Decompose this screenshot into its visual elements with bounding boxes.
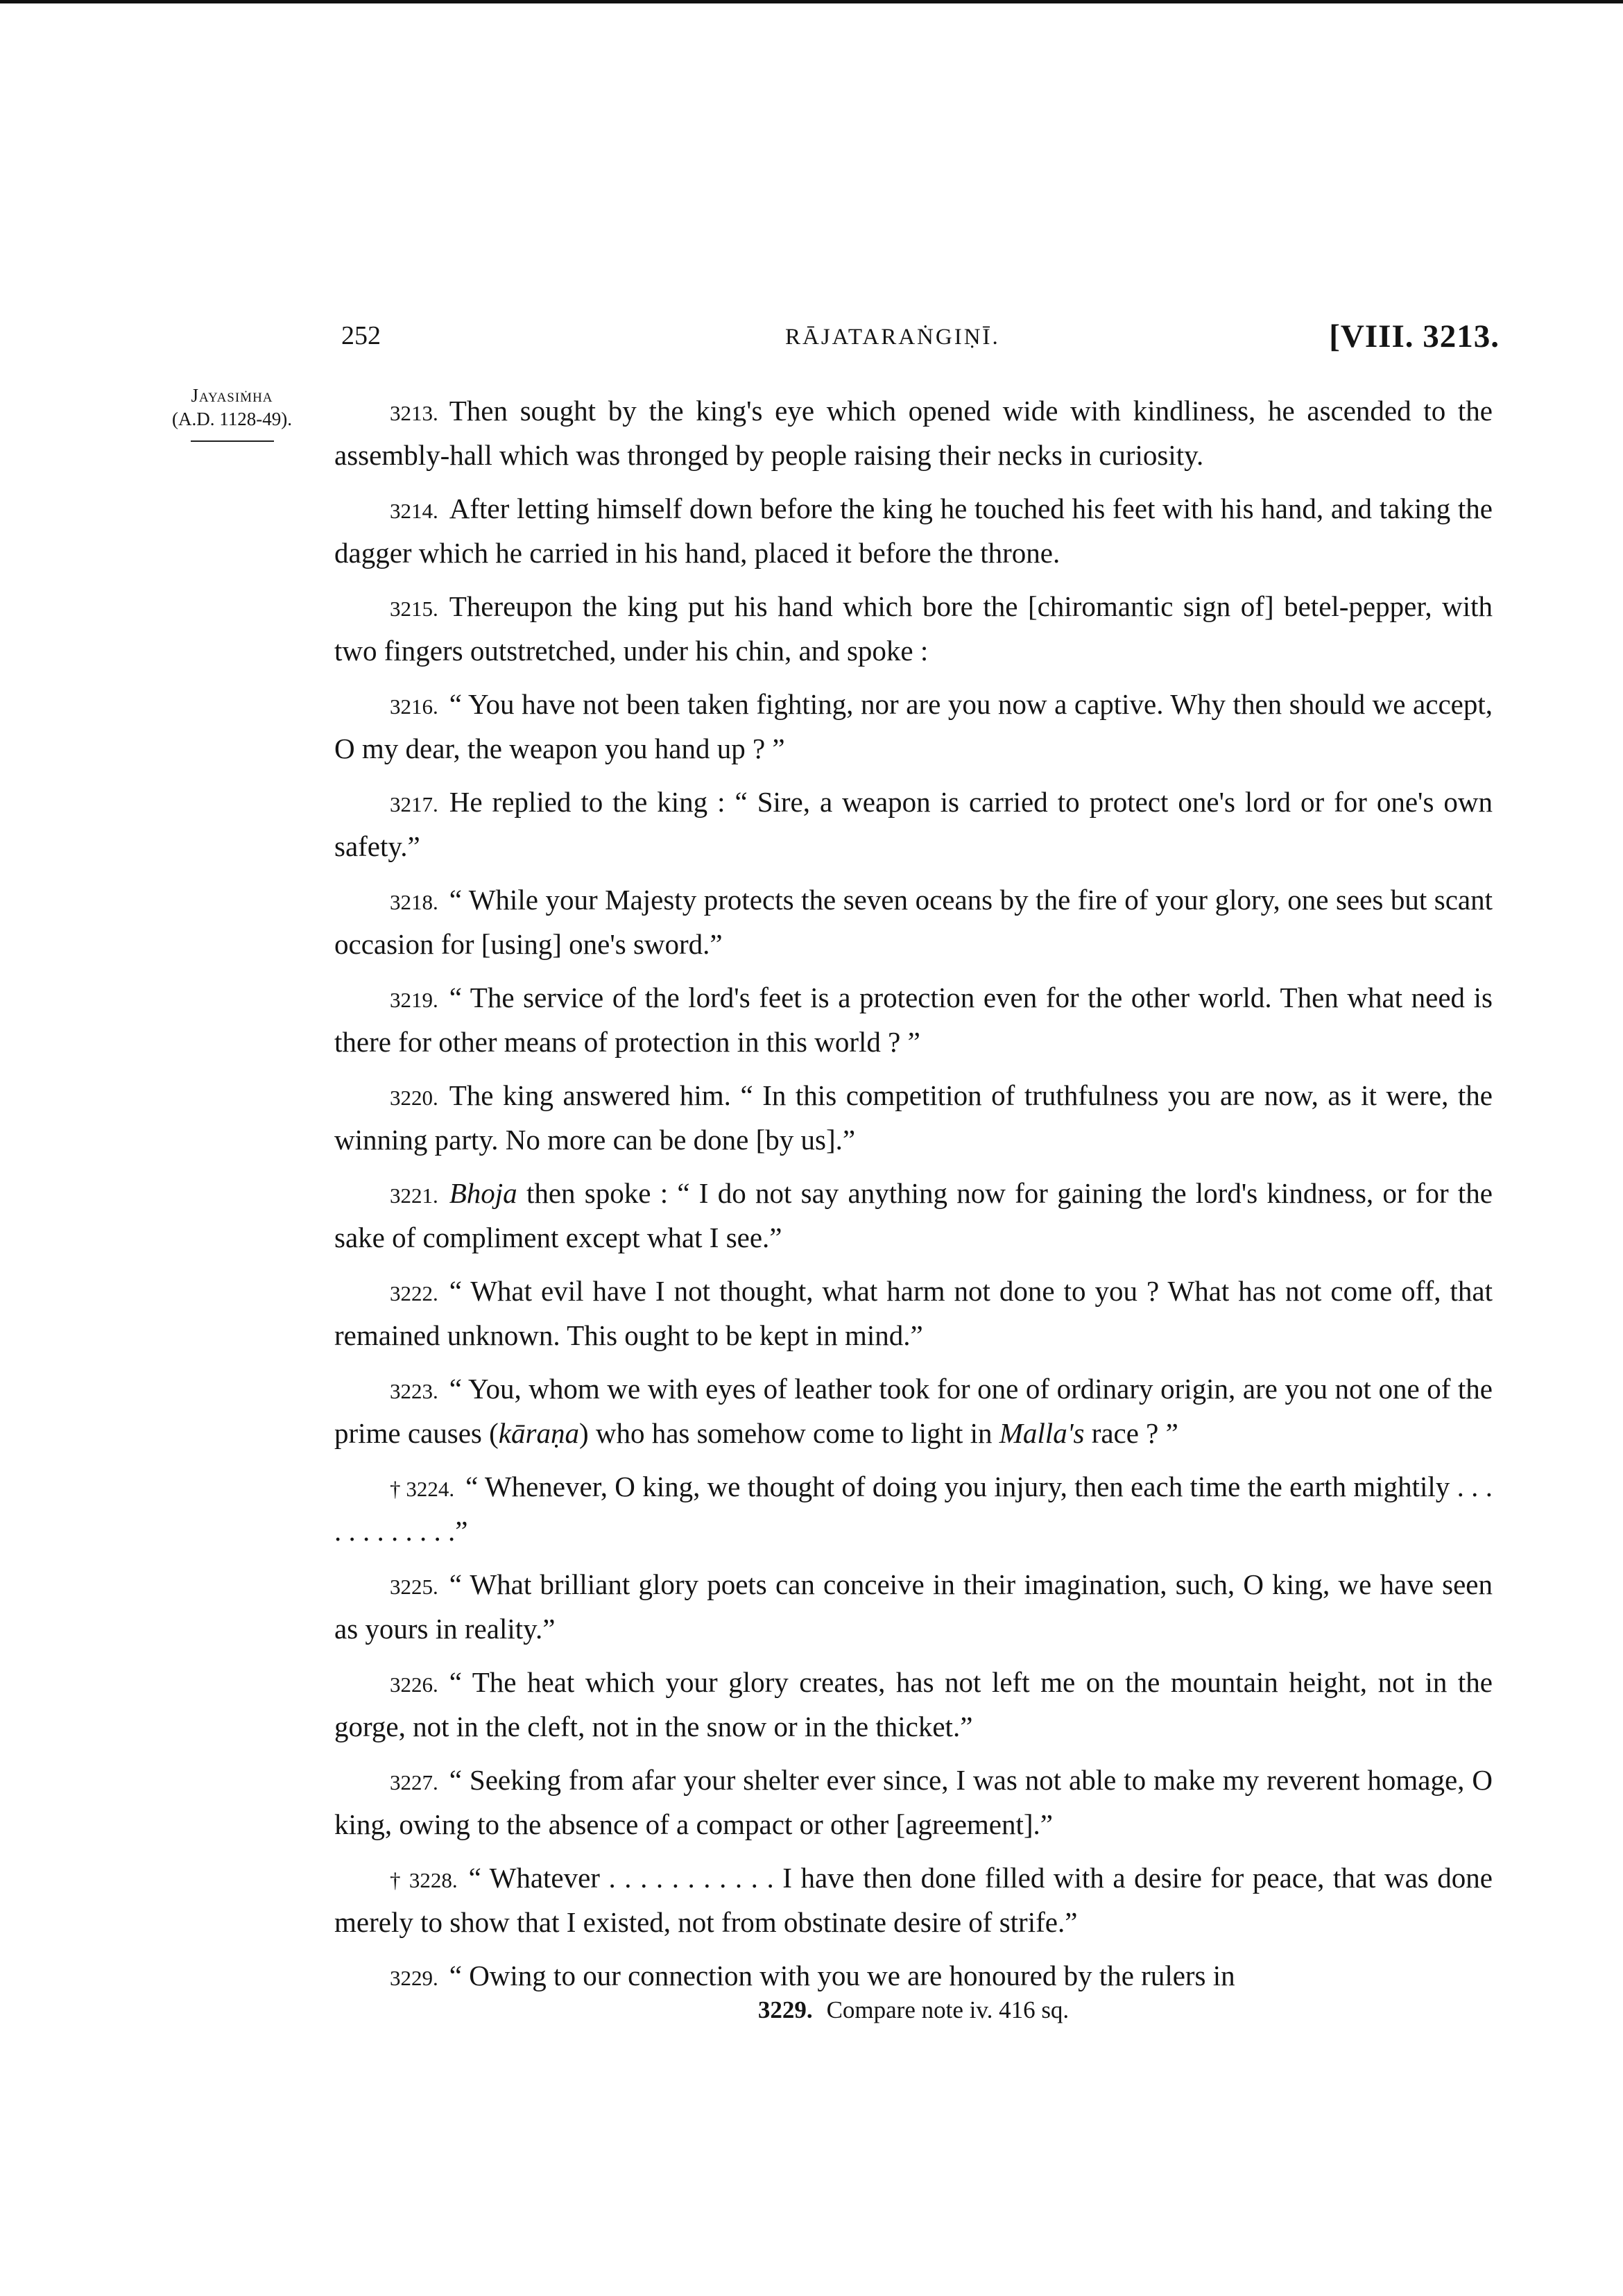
verse-number: 3223. — [390, 1379, 438, 1403]
verse — [334, 977, 1493, 1063]
verse-text: “ You, whom we with eyes of leather took for one of ordinary origin, are you not one of the prime causes ( — [334, 1373, 1493, 1449]
footnote — [334, 1996, 1493, 2024]
running-title: RĀJATARAṄGIṆĪ. — [785, 325, 1000, 350]
verse — [334, 488, 1493, 574]
verse-text: “ What evil have I not thought, what harm not done to you ? What has not come off, that remained unknown. This ought to be kept in mind.” — [334, 1275, 1493, 1351]
verse-number: 3220. — [390, 1086, 438, 1110]
verse — [334, 1563, 1493, 1650]
verse-text: “ Whenever, O king, we thought of doing you injury, then each time the earth mightily . . . . . . . . . . . .” — [334, 1471, 1493, 1547]
verse-text: “ Whatever . . . . . . . . . . . I have then done filled with a desire for peace, that was done merely to show that I existed, not from obstinate desire of strife.” — [334, 1862, 1493, 1938]
verse-number: 3214. — [390, 499, 438, 523]
name-italic: Malla's — [999, 1417, 1085, 1449]
page-number: 252 — [341, 321, 381, 350]
verse-number: 3221. — [390, 1183, 438, 1208]
verse — [334, 1172, 1493, 1259]
verse — [334, 781, 1493, 868]
verse — [334, 1074, 1493, 1161]
verse-text: “ Seeking from afar your shelter ever since, I was not able to make my reverent homage, O king, owing to the absence of a compact or other [agreement].” — [334, 1764, 1493, 1840]
verse — [334, 1661, 1493, 1748]
verse — [334, 1759, 1493, 1846]
verse-text: Then sought by the king's eye which opened wide with kindliness, he ascended to the assembly-hall which was thronged by people raising their necks in curiosity. — [334, 395, 1493, 471]
verse-number: † 3224. — [390, 1477, 455, 1501]
verse — [334, 1857, 1493, 1944]
verse-text: “ While your Majesty protects the seven oceans by the fire of your glory, one sees but scant occasion for [using] one's sword.” — [334, 884, 1493, 960]
verse-text: “ The heat which your glory creates, has not left me on the mountain height, not in the gorge, not in the cleft, not in the snow or in the thicket.” — [334, 1666, 1493, 1742]
verse-number: 3213. — [390, 401, 438, 425]
verse — [334, 1368, 1493, 1455]
verse-text: He replied to the king : “ Sire, a weapon is carried to protect one's lord or for one's own safety.” — [334, 786, 1493, 862]
verse-number: 3216. — [390, 694, 438, 719]
verse-text: “ You have not been taken fighting, nor are you now a captive. Why then should we accept, O my dear, the weapon you hand up ? ” — [334, 688, 1493, 764]
verse-text: ) who has somehow come to light in — [578, 1417, 999, 1449]
verse-text: “ What brilliant glory poets can conceive in their imagination, such, O king, we have seen as yours in reality.” — [334, 1568, 1493, 1645]
verse-number: 3226. — [390, 1672, 438, 1697]
margin-note-dates: (A.D. 1128-49). — [172, 409, 292, 429]
margin-note-rule — [191, 440, 274, 442]
verse-number: 3222. — [390, 1281, 438, 1305]
verse — [334, 1955, 1493, 1999]
verse-number: 3217. — [390, 792, 438, 816]
running-header — [341, 320, 1500, 362]
name-italic: Bhoja — [449, 1177, 517, 1209]
verse — [334, 1270, 1493, 1357]
verse-text: race ? ” — [1084, 1417, 1178, 1449]
margin-note-name: Jayasiṁha — [191, 385, 273, 406]
main-text — [334, 390, 1493, 2010]
term-italic: kāraṇa — [498, 1417, 579, 1449]
verse-reference: [VIII. 3213. — [1329, 318, 1500, 354]
footnote-text: Compare note iv. 416 sq. — [826, 1996, 1070, 2023]
verse-text: “ Owing to our connection with you we are honoured by the rulers in — [449, 1960, 1235, 1991]
verse-number: 3225. — [390, 1575, 438, 1599]
verse — [334, 585, 1493, 672]
footnote-number: 3229. — [757, 1996, 813, 2023]
verse-number: 3219. — [390, 988, 438, 1012]
verse — [334, 879, 1493, 966]
verse-text: The king answered him. “ In this competition of truthfulness you are now, as it were, the winning party. No more can be done [by us].” — [334, 1079, 1493, 1156]
verse-number: † 3228. — [390, 1868, 458, 1892]
verse-text: After letting himself down before the king he touched his feet with his hand, and taking the dagger which he carried in his hand, placed it before the throne. — [334, 492, 1493, 569]
top-border — [0, 0, 1623, 3]
verse — [334, 683, 1493, 770]
verse — [334, 1466, 1493, 1552]
verse-text: then spoke : “ I do not say anything now for gaining the lord's kindness, or for the sake of compliment except what I see.” — [334, 1177, 1493, 1253]
verse — [334, 390, 1493, 477]
verse-number: 3229. — [390, 1966, 438, 1990]
verse-number: 3218. — [390, 890, 438, 914]
verse-number: 3215. — [390, 597, 438, 621]
verse-text: Thereupon the king put his hand which bore the [chiromantic sign of] betel-pepper, with two fingers outstretched, under his chin, and spoke : — [334, 590, 1493, 667]
verse-number: 3227. — [390, 1770, 438, 1794]
margin-note — [154, 384, 310, 442]
verse-text: “ The service of the lord's feet is a protection even for the other world. Then what need is there for other means of protection in this world ? ” — [334, 982, 1493, 1058]
